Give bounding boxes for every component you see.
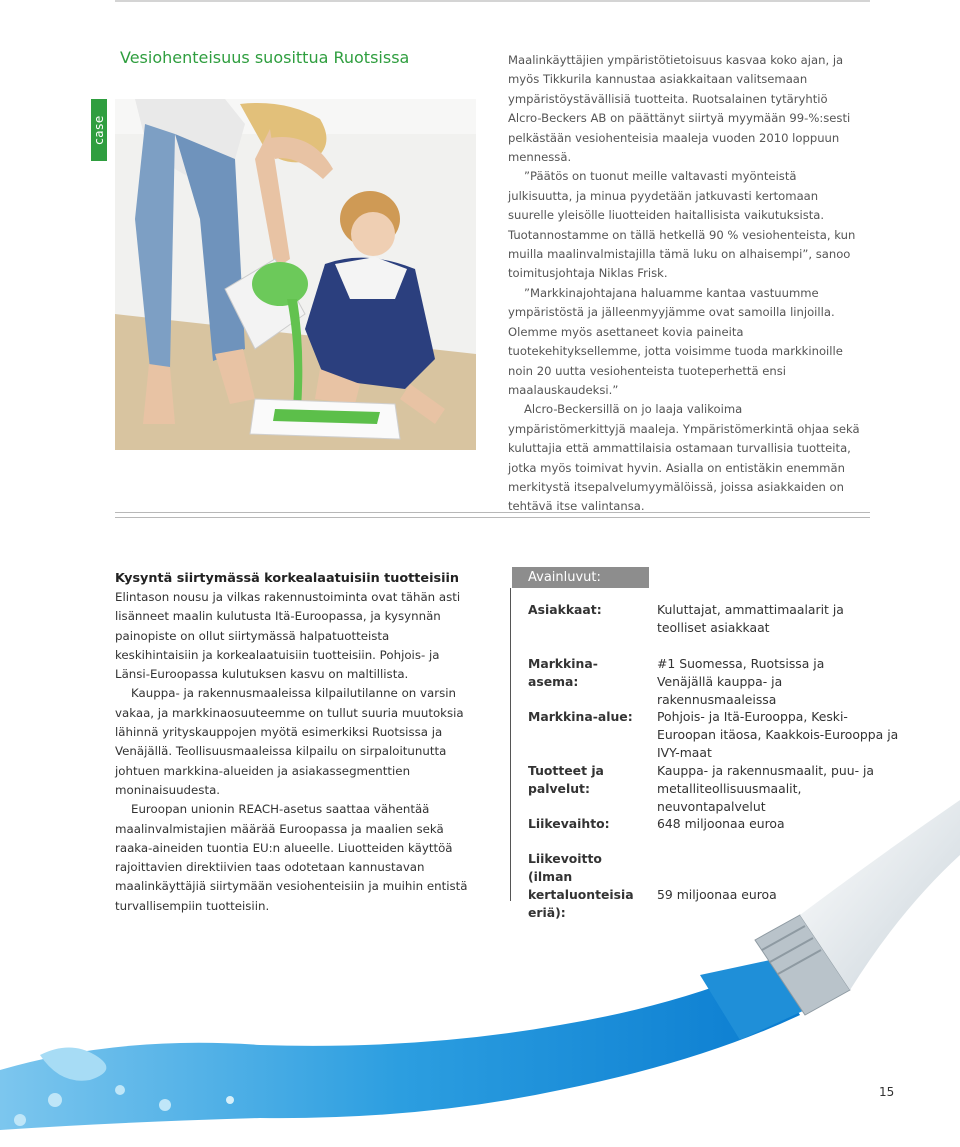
case-tab: case xyxy=(91,99,107,161)
intro-text xyxy=(508,51,860,517)
demand-heading: Kysyntä siirtymässä korkealaatuisiin tuotteisiin xyxy=(115,571,459,586)
demand-paragraph: Euroopan unionin REACH-asetus saattaa vähentää maalinvalmistajien määrää Euroopassa ja maalien sekä raaka-aineiden tuontia EU:n alueelle. Liuotteiden käyttöä rajoittavien direktiivien taas odotetaan kannustavan maalinkäyttäjiä siirtymään vesiohenteisiin ja muihin entistä turvallisempiin tuotteisiin. xyxy=(115,802,468,913)
demand-paragraph: Elintason nousu ja vilkas rakennustoiminta ovat tähän asti lisänneet maalin kulutusta Itä-Euroopassa, ja kysynnän painopiste on ollut siirtymässä halpatuotteista keskihintaisiin ja korkealaatuisiin tuotteisiin. Pohjois- ja Länsi-Euroopassa kulutuksen kasvu on maltillista. xyxy=(115,590,461,682)
key-figure-value: #1 Suomessa, Ruotsissa ja Venäjällä kauppa- ja rakennusmaaleissa xyxy=(657,656,825,707)
key-figure-label: Markkina-asema: xyxy=(528,656,598,689)
demand-paragraph: Kauppa- ja rakennusmaaleissa kilpailutilanne on varsin vakaa, ja markkinaosuuteemme on tullut suuria muutoksia lähinnä yrityskauppojen myötä esimerkiksi Ruotsissa ja Venäjällä. Teollisuusmaaleissa kilpailu on sirpaloitunutta johtuen markkina-alueiden ja asiakassegmenttien moninaisuudesta. xyxy=(115,686,464,797)
intro-paragraph: Alcro-Beckersillä on jo laaja valikoima ympäristömerkittyjä maaleja. Ympäristömerkintä ohjaa sekä kuluttajia että ammattilaisia ostamaan turvallisia tuotteita, jotka myös toimivat hyvin. Asialla on entistäkin enemmän merkitystä itsepalvelumyymälöissä, joissa asiakkaiden on tehtävä itse valintansa. xyxy=(508,402,860,514)
paint-brush-illustration xyxy=(0,800,960,1147)
article-title: Vesiohenteisuus suosittua Ruotsissa xyxy=(120,48,410,67)
key-figure-label: Liikevaihto: xyxy=(528,816,610,831)
top-rule xyxy=(115,0,870,2)
key-figure-value: Kauppa- ja rakennusmaalit, puu- ja metalliteollisuusmaalit, neuvontapalvelut xyxy=(657,763,875,814)
intro-paragraph: Maalinkäyttäjien ympäristötietoisuus kasvaa koko ajan, ja myös Tikkurila kannustaa asiakkaitaan valitsemaan ympäristöystävällisiä tuotteita. Ruotsalainen tytäryhtiö Alcro-Beckers AB on päättänyt siirtyä myymään 99-%:sesti pelkästään vesiohenteisia maaleja vuoden 2010 loppuun mennessä. xyxy=(508,53,851,165)
key-figure-value: Kuluttajat, ammattimaalarit ja teolliset asiakkaat xyxy=(657,602,844,635)
key-figure-value: 59 miljoonaa euroa xyxy=(657,887,777,902)
page-number: 15 xyxy=(879,1085,895,1099)
key-figure-label: Asiakkaat: xyxy=(528,602,602,617)
section-divider xyxy=(115,512,870,518)
key-figure-value: 648 miljoonaa euroa xyxy=(657,816,785,831)
key-figures-header: Avainluvut: xyxy=(512,567,649,588)
key-figure-label: Markkina-alue: xyxy=(528,709,633,724)
key-figure-label: Tuotteet ja palvelut: xyxy=(528,763,604,796)
intro-paragraph: ”Markkinajohtajana haluamme kantaa vastuumme ympäristöstä ja jälleenmyyjämme ovat samoilla linjoilla. Olemme myös asettaneet kovia paineita tuotekehityksellemme, jotta voisimme tuoda markkinoille noin 20 uutta vesiohenteista tuoteperhettä ensi maalauskaudeksi.” xyxy=(508,285,843,397)
key-figure-label: Liikevoitto (ilman kertaluonteisia eriä): xyxy=(528,851,634,920)
key-figure-value: Pohjois- ja Itä-Eurooppa, Keski-Euroopan itäosa, Kaakkois-Eurooppa ja IVY-maat xyxy=(657,709,899,760)
intro-paragraph: ”Päätös on tuonut meille valtavasti myönteistä julkisuutta, ja minua pyydetään jatkuvasti kertomaan suurelle yleisölle liuotteiden haitallisista vaikutuksista. Tuotannostamme on tällä hetkellä 90 % vesiohenteista, kun muilla maalinvalmistajilla tämä luku on alhaisempi”, sanoo toimitusjohtaja Niklas Frisk. xyxy=(508,169,856,281)
photo-painting-illustration xyxy=(115,99,476,450)
